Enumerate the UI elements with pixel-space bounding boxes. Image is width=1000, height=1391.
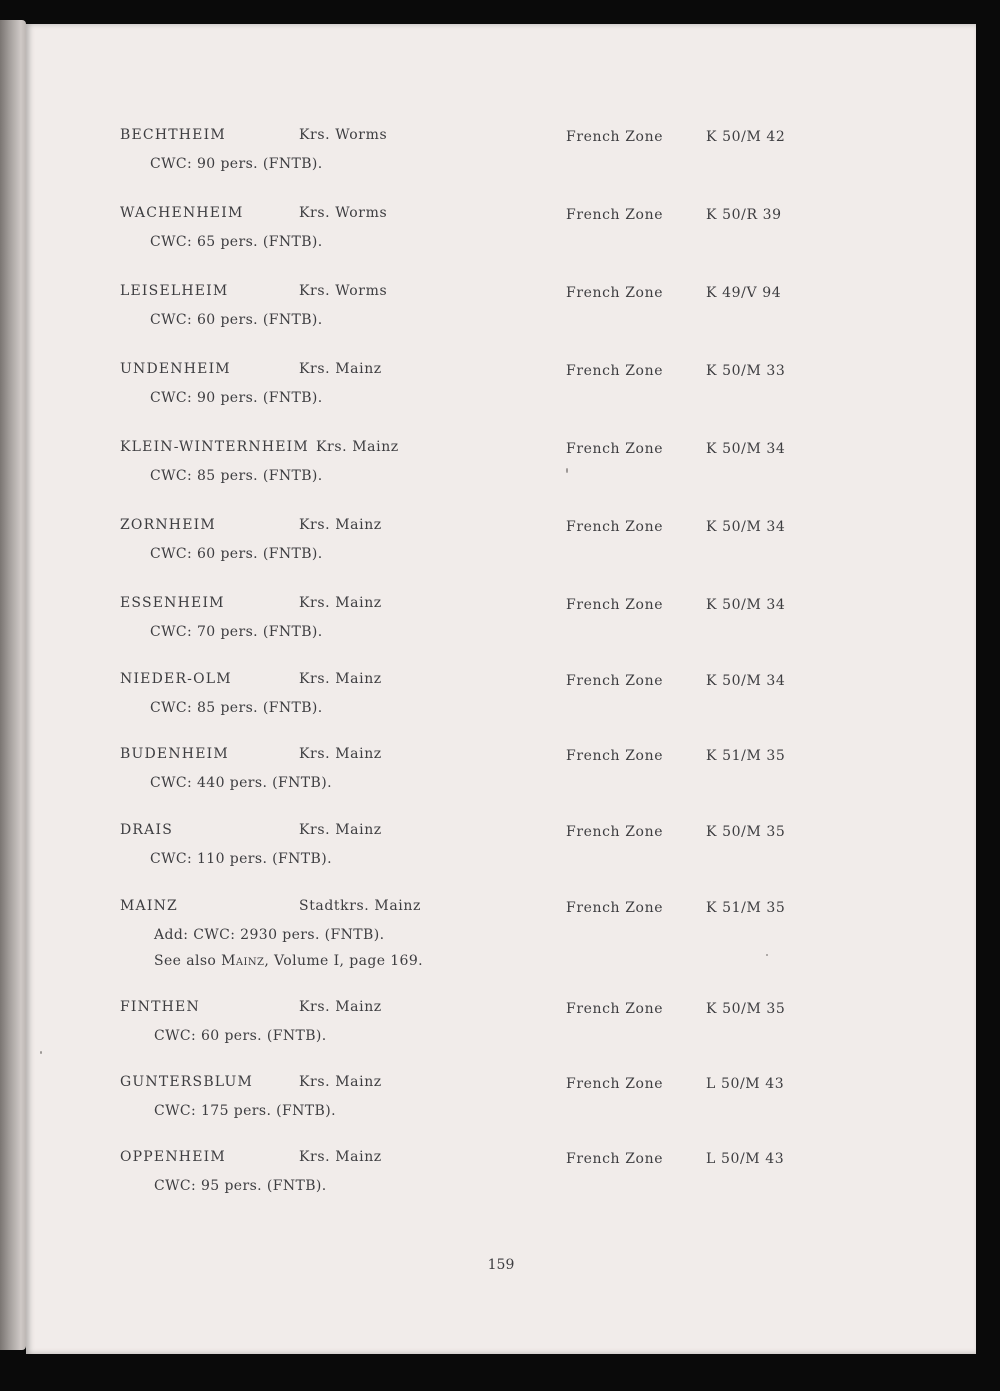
zone: French Zone [566,519,664,535]
place-name: DRAIS [120,822,173,838]
document-page [26,24,976,1354]
entry-oppenheim [26,1149,976,1201]
entry-mainz [26,898,976,976]
map-reference: L 50/M 43 [706,1151,785,1167]
map-reference: K 50/M 35 [706,1001,786,1017]
entry-drais [26,822,976,874]
entry-header [26,999,976,1025]
entry-header [26,1149,976,1175]
cwc-line: CWC: 70 pers. (FNTB). [150,624,323,640]
entry-undenheim [26,361,976,413]
zone: French Zone [566,129,664,145]
map-reference: K 50/M 34 [706,673,786,689]
entry-header [26,822,976,848]
map-reference: K 50/M 34 [706,519,786,535]
entry-budenheim [26,746,976,798]
entry-header [26,205,976,231]
entry-header [26,127,976,153]
cwc-line: CWC: 90 pers. (FNTB). [150,390,323,406]
district: Krs. Worms [299,283,388,299]
map-reference: K 51/M 35 [706,748,786,764]
place-name: GUNTERSBLUM [120,1074,254,1090]
cwc-line: CWC: 60 pers. (FNTB). [154,1028,327,1044]
district: Krs. Mainz [316,439,399,455]
zone: French Zone [566,748,664,764]
district: Krs. Worms [299,205,388,221]
place-name: ZORNHEIM [120,517,216,533]
map-reference: K 51/M 35 [706,900,786,916]
map-reference: K 50/M 33 [706,363,786,379]
facing-page-edge [0,20,26,1350]
map-reference: K 49/V 94 [706,285,782,301]
place-name: MAINZ [120,898,178,914]
cwc-line: CWC: 110 pers. (FNTB). [150,851,332,867]
map-reference: K 50/M 35 [706,824,786,840]
see-also-prefix: See also [154,953,222,969]
place-name: BUDENHEIM [120,746,229,762]
zone: French Zone [566,363,664,379]
district: Krs. Mainz [299,822,382,838]
place-name: OPPENHEIM [120,1149,226,1165]
cwc-line: CWC: 175 pers. (FNTB). [154,1103,336,1119]
cwc-line: CWC: 95 pers. (FNTB). [154,1178,327,1194]
entry-header [26,361,976,387]
map-reference: K 50/M 34 [706,597,786,613]
district: Krs. Worms [299,127,388,143]
zone: French Zone [566,673,664,689]
map-reference: K 50/R 39 [706,207,782,223]
zone: French Zone [566,285,664,301]
entry-bechtheim [26,127,976,179]
zone: French Zone [566,1001,664,1017]
cwc-line: CWC: 85 pers. (FNTB). [150,468,323,484]
district: Krs. Mainz [299,1074,382,1090]
place-name: UNDENHEIM [120,361,231,377]
entry-header [26,517,976,543]
entry-zornheim [26,517,976,569]
entry-leiselheim [26,283,976,335]
district: Krs. Mainz [299,671,382,687]
cwc-line: CWC: 85 pers. (FNTB). [150,700,323,716]
entry-guntersblum [26,1074,976,1126]
district: Krs. Mainz [299,595,382,611]
cwc-line: CWC: 440 pers. (FNTB). [150,775,332,791]
cwc-line: CWC: 60 pers. (FNTB). [150,546,323,562]
district: Krs. Mainz [299,517,382,533]
district: Krs. Mainz [299,746,382,762]
district: Stadtkrs. Mainz [299,898,421,914]
entry-header [26,671,976,697]
place-name: LEISELHEIM [120,283,229,299]
place-name: ESSENHEIM [120,595,225,611]
place-name: BECHTHEIM [120,127,226,143]
entry-header [26,595,976,621]
entry-essenheim [26,595,976,647]
entry-nieder-olm [26,671,976,723]
zone: French Zone [566,597,664,613]
place-name: KLEIN-WINTERNHEIM [120,439,309,455]
cwc-line: CWC: 65 pers. (FNTB). [150,234,323,250]
zone: French Zone [566,824,664,840]
entry-finthen [26,999,976,1051]
see-also-line [26,950,976,976]
entry-header [26,283,976,309]
zone: French Zone [566,1151,664,1167]
entry-klein-winternheim [26,439,976,491]
zone: French Zone [566,207,664,223]
paper-speck [40,1051,42,1054]
district: Krs. Mainz [299,361,382,377]
map-reference: K 50/M 42 [706,129,786,145]
see-also-suffix: , Volume I, page 169. [264,953,423,969]
map-reference: L 50/M 43 [706,1076,785,1092]
zone: French Zone [566,441,664,457]
entry-wachenheim [26,205,976,257]
district: Krs. Mainz [299,999,382,1015]
entry-header [26,439,976,465]
cwc-line: CWC: 90 pers. (FNTB). [150,156,323,172]
map-reference: K 50/M 34 [706,441,786,457]
entry-header [26,898,976,924]
paper-speck [766,954,768,956]
see-also-reference: Mainz [221,953,265,969]
place-name: WACHENHEIM [120,205,244,221]
cwc-line: CWC: 60 pers. (FNTB). [150,312,323,328]
zone: French Zone [566,1076,664,1092]
place-name: FINTHEN [120,999,200,1015]
entry-header [26,746,976,772]
zone: French Zone [566,900,664,916]
district: Krs. Mainz [299,1149,382,1165]
page-number: 159 [487,1257,515,1273]
paper-speck [566,468,568,473]
place-name: NIEDER-OLM [120,671,232,687]
entry-header [26,1074,976,1100]
cwc-line: Add: CWC: 2930 pers. (FNTB). [154,927,385,943]
